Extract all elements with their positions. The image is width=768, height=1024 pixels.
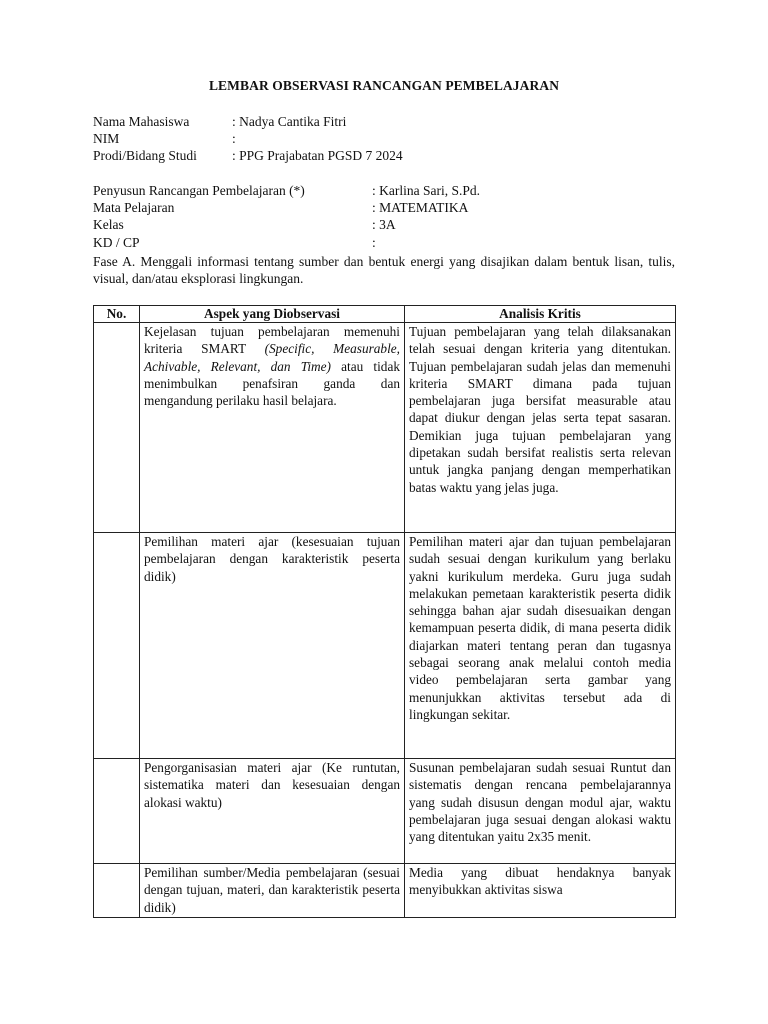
header-analysis: Analisis Kritis (405, 306, 676, 323)
row-analysis: Pemilihan materi ajar dan tujuan pembelajaran sudah sesuai dengan kurikulum yang berlaku yakni kurikulum merdeka. Guru juga sudah melakukan pemetaan karakteristik peserta didik sehingga bahan ajar sudah disesuaikan dengan kemampuan peserta didik, di mana peserta didik diajarkan materi tentang peran dan tugasnya sebagai seorang anak melalui contoh media video pembelajaran serta gambar yang menunjukkan aktivitas tersebut ada di lingkungan sekitar. (405, 533, 676, 759)
table-row (94, 864, 676, 918)
row-aspect: Pemilihan sumber/Media pembelajaran (sesuai dengan tujuan, materi, dan karakteristik peserta didik) (140, 864, 405, 918)
plan-class-value: : 3A (372, 217, 396, 232)
table-header-row (94, 306, 676, 323)
document-title: LEMBAR OBSERVASI RANCANGAN PEMBELAJARAN (208, 78, 560, 93)
aspect-text-cont: atau tidak menimbulkan penafsiran ganda dan mengandung perilaku hasil belajara. (144, 358, 400, 409)
row-aspect (140, 323, 405, 533)
header-aspect: Aspek yang Diobservasi (140, 306, 405, 323)
row-number (94, 864, 140, 918)
row-number (94, 323, 140, 533)
student-name-label: Nama Mahasiswa (93, 114, 190, 129)
plan-subject-value: : MATEMATIKA (372, 200, 469, 215)
row-aspect: Pemilihan materi ajar (kesesuaian tujuan pembelajaran dengan karakteristik peserta didik) (140, 533, 405, 759)
observation-table (93, 305, 676, 918)
plan-class-label: Kelas (93, 217, 124, 232)
row-number (94, 533, 140, 759)
student-nim-value: : (232, 131, 236, 146)
student-nim-label: NIM (93, 131, 120, 146)
header-no: No. (94, 306, 140, 323)
table-row (94, 323, 676, 533)
row-number (94, 759, 140, 864)
student-name-value: : Nadya Cantika Fitri (232, 114, 347, 129)
student-prodi-label: Prodi/Bidang Studi (93, 148, 197, 163)
plan-kdcp-label: KD / CP (93, 235, 140, 250)
row-analysis: Susunan pembelajaran sudah sesuai Runtut dan sistematis dengan rencana pembelajarannya yang sudah disusun dengan modul ajar, waktu pembelajaran juga sesuai dengan alokasi waktu yang ditentukan yaitu 2x35 menit. (405, 759, 676, 864)
plan-author-label: Penyusun Rancangan Pembelajaran (*) (93, 183, 305, 198)
table-row (94, 759, 676, 864)
plan-author-value: : Karlina Sari, S.Pd. (372, 183, 480, 198)
student-prodi-value: : PPG Prajabatan PGSD 7 2024 (232, 148, 403, 163)
row-analysis: Tujuan pembelajaran yang telah dilaksanakan telah sesuai dengan kriteria yang ditentukan. Tujuan pembelajaran sudah jelas dan memenuhi kriteria SMART dimana pada tujuan pembelajaran juga bersifat measurable atau dapat diukur dengan jelas serta tepat sasaran. Demikian juga tujuan pembelajaran yang dipetakan sudah bersifat realistis serta relevan untuk jangka panjang dengan memperhatikan batas waktu yang jelas juga. (405, 323, 676, 533)
row-analysis: Media yang dibuat hendaknya banyak menyibukkan aktivitas siswa (405, 864, 676, 918)
aspect-italic-text: (Specific, Measurable, Achivable, Relevant, dan Time) (144, 341, 400, 374)
plan-kdcp-value: : (372, 235, 376, 250)
plan-subject-label: Mata Pelajaran (93, 200, 175, 215)
row-aspect: Pengorganisasian materi ajar (Ke runtutan, sistematika materi dan kesesuaian dengan alokasi waktu) (140, 759, 405, 864)
fase-description: Fase A. Menggali informasi tentang sumber dan bentuk energi yang disajikan dalam bentuk lisan, tulis, visual, dan/atau eksplorasi lingkungan. (93, 254, 675, 286)
table-row (94, 533, 676, 759)
aspect-text: Kejelasan tujuan pembelajaran memenuhi kriteria SMART (144, 324, 400, 357)
